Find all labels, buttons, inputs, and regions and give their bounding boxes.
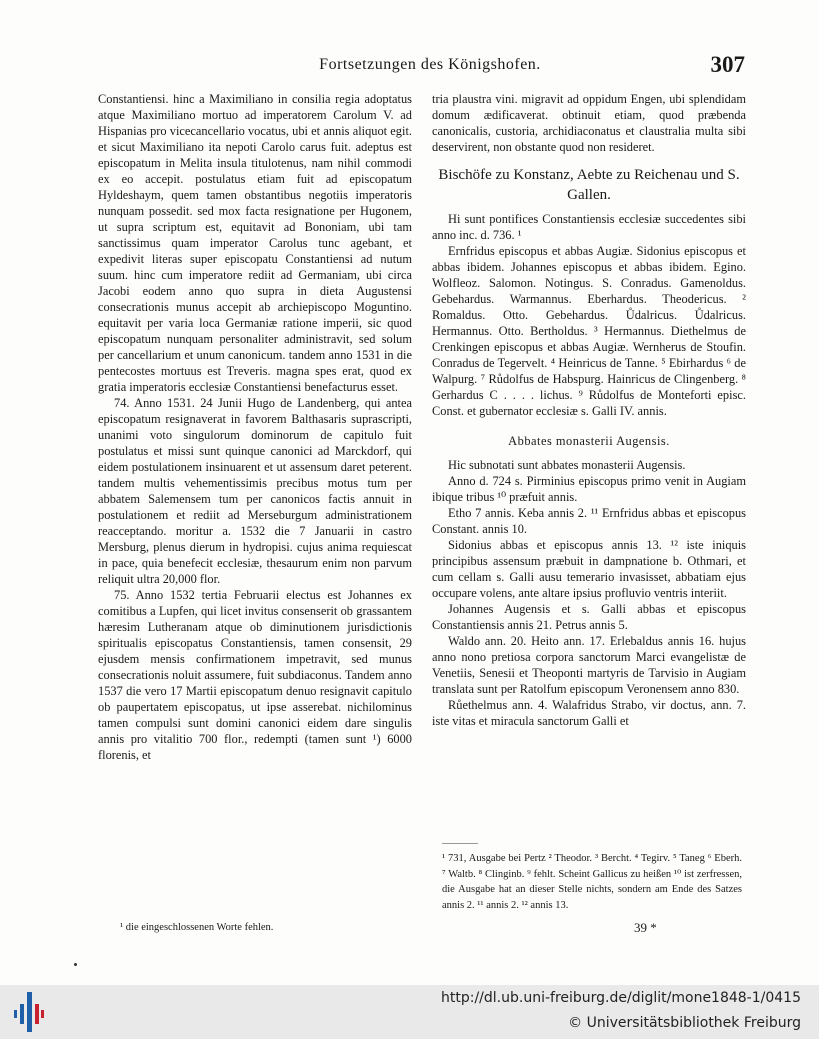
right-paragraph-1: tria plaustra vini. migravit ad oppidum Engen, ubi splendidam domum ædificaverat. obtinuit etiam, quod præbenda canonicalis, custoria, archidiaconatus et claustralia multa sibi deservirent, non obstante quod non resideret. — [432, 92, 746, 154]
right-paragraph-9: Waldo ann. 20. Heito ann. 17. Erlebaldus annis 16. hujus anno nono pretiosa corpora sanctorum Marci evangelistæ de Venetiis, Senesii et Theoponti martyris de Tarvisio in Augiam translata sunt per Ratolfum episcopum Veronensem anno 830. — [432, 634, 746, 696]
sub-section-title: Abbates monasterii Augensis. — [508, 434, 670, 448]
right-paragraph-5: Anno d. 724 s. Pirminius episcopus primo venit in Augiam ibique tribus ¹⁰ præfuit annis. — [432, 474, 746, 504]
stray-dot — [74, 963, 77, 966]
right-paragraph-8: Johannes Augensis et s. Galli abbas et episcopus Constantiensis annis 21. Petrus annis 5. — [432, 602, 746, 632]
left-paragraph-3: 75. Anno 1532 tertia Februarii electus est Johannes ex comitibus a Lupfen, qui licet invitus consenserit ob grassantem hæresim Lutheranam atque ob diminutionem jurisdictionis spiritualis episcopatus Constantiensis, tamen consensit, 29 ejusdem mensis confirmationem impetravit, sed munus consecrationis noluit assumere, fuit subdiaconus. Tandem anno 1537 die vero 17 Martii episcopatum denuo resignavit capitulo ob paupertatem episcopatus, ut ipse asserebat. nichilominus tamen compulsi sunt domini canonici eidem dare singulis annis pro vitalitio 700 flor., redempti (tamen sunt ¹) 6000 florenis, et — [98, 588, 412, 762]
right-paragraph-3: Ernfridus episcopus et abbas Augiæ. Sidonius episcopus et abbas ibidem. Johannes episcopus et abbas ibidem. Egino. Wolfleoz. Salomon. Notingus. S. Conradus. Gamenoldus. Gebehardus. Warmannus. Eberhardus. Theodericus. ² Romaldus. Otto. Gebehardus. Ůdalricus. Ůdalricus. Hermannus. Otto. Bertholdus. ³ Hermannus. Diethelmus de Crenkingen episcopus et abbas Augiæ. Wernherus de Stoufin. Conradus de Tegervelt. ⁴ Heinricus de Tanne. ⁵ Ebirhardus ⁶ de Walpurg. ⁷ Růdolfus de Habspurg. Hainricus de Clingenberg. ⁸ Gerhardus C . . . . lichus. ⁹ Růdolfus de Monteforti episc. Const. et gubernator ecclesiæ s. Galli IV. annis. — [432, 244, 746, 418]
right-paragraph-6: Etho 7 annis. Keba annis 2. ¹¹ Ernfridus abbas et episcopus Constant. annis 10. — [432, 506, 746, 536]
left-paragraph-2: 74. Anno 1531. 24 Junii Hugo de Landenberg, qui antea episcopatum resignaverat in favorem Balthasaris suprascripti, unanimi voto singulorum dominorum de capitulo fuit postulatus et missi sunt quinque canonici ad Marckdorf, qui eidem postulationem insinuarent et ut assensum daret peterent. tandem multis vehementissimis precibus motus tum per abbatem Salemensem tum per canonicos factis annuit in postulationem et rediit ad Merseburgum administrationem reacceptando. moritur a. 1532 die 7 Januarii in castro Mersburg, plenus dierum in hydropisi. cujus anima requiescat in pace, quia benefecit ecclesiæ, thesaurum enim non parvum reliquit ultra 20,000 flor. — [98, 396, 412, 586]
right-paragraph-2: Hi sunt pontifices Constantiensis ecclesiæ succedentes sibi anno inc. d. 736. ¹ — [432, 212, 746, 242]
left-paragraph-1: Constantiensi. hinc a Maximiliano in consilia regia adoptatus atque Maximiliano mortuo ad imperatorem Carolum V. ad Hispanias pro vicecancellario vocatus, ubi et annis aliquot egit. et sicut Maximiliano ita nepoti Carolo carus fuit. adeptus est episcopatum in Melita insula titulotenus, nam nihil commodi ex eo accepit. postulatus etiam fuit ad episcopatum Hyldeshaym, quem tamen obstantibus negotiis imperatoris nunquam possedit. sed mox facta resignatione per Hugonem, ut supra scriptum est, equitavit ad Bononiam, ubi tam sanctissimus quam imperator Carolus tunc agebant, et expedivit literas super episcopatu Constantiensi ad nutum suum. hinc cum imperatore rediit ad Germaniam, ubi circa Jacobi eodem anno quo supra in dieta Augustensi consecrationis munus accepit ab archiepiscopo Moguntino. equitavit per varia loca Germaniæ ratione imperii, sic quod episcopatum nunquam personaliter administravit, sed solum per cancellarium et unum canonicum. tandem anno 1531 in die pentecostes mortuus est Treveris. magna spes erat, quod ex gratia imperatoris ecclesiæ Constantiensi benefacturus esset. — [98, 92, 412, 394]
copyright-notice: © Universitätsbibliothek Freiburg — [568, 1015, 801, 1031]
right-paragraph-10: Růethelmus ann. 4. Walafridus Strabo, vir doctus, ann. 7. iste vitas et miracula sanctorum Galli et — [432, 698, 746, 728]
permalink-url[interactable]: http://dl.ub.uni-freiburg.de/diglit/mone1848-1/0415 — [441, 990, 801, 1006]
section-title: Bischöfe zu Konstanz, Aebte zu Reichenau und S. Gallen. — [438, 167, 740, 203]
viewer-footer — [0, 985, 819, 1039]
right-column — [432, 91, 746, 729]
printer-signature: 39 * — [634, 920, 657, 935]
running-header-title: Fortsetzungen des Königshofen. — [319, 56, 541, 73]
page-number: 307 — [710, 52, 745, 77]
right-footnotes: ¹ 731, Ausgabe bei Pertz ² Theodor. ³ Bercht. ⁴ Tegirv. ⁵ Taneg ⁶ Eberh. ⁷ Waltb. ⁸ Clinginb. ⁹ fehlt. Scheint Gallicus zu heißen ¹⁰ ist zerfressen, die Ausgabe hat an dieser Stelle nichts, sondern am Ende des Satzes annis 2. ¹¹ annis 2. ¹² annis 13. — [442, 853, 742, 911]
left-column — [98, 91, 412, 763]
right-paragraph-4: Hic subnotati sunt abbates monasterii Augensis. — [448, 458, 686, 472]
left-footnote: ¹ die eingeschlossenen Worte fehlen. — [120, 922, 274, 933]
footnote-divider — [442, 843, 478, 844]
library-logo-icon — [12, 990, 46, 1034]
right-paragraph-7: Sidonius abbas et episcopus annis 13. ¹² iste iniquis principibus assensum præbuit in dampnatione b. Othmari, et cum cellam s. Galli ausu temerario invasisset, abbatiam ejus occupare volens, ante altare ipsius profluvio ventris interiit. — [432, 538, 746, 600]
